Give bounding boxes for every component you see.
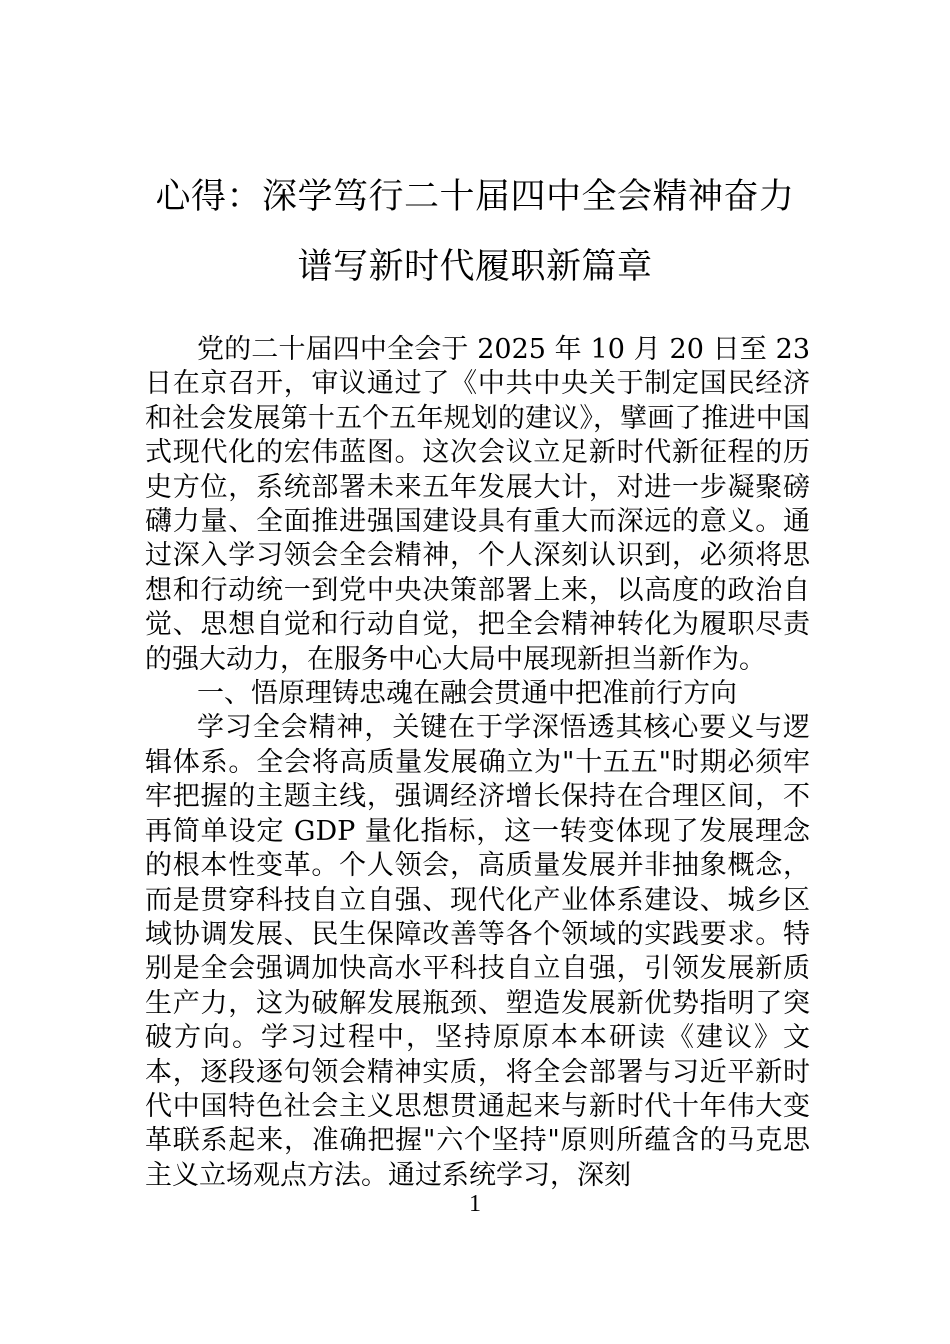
body-paragraph-intro: 党的二十届四中全会于 2025 年 10 月 20 日至 23 日在京召开，审议通过了《中共中央关于制定国民经济和社会发展第十五个五年规划的建议》，擘画了推进中国式现代化的宏伟蓝图。这次会议立足新时代新征程的历史方位，系统部署未来五年发展大计，对进一步凝聚磅礴力量、全面推进强国建设具有重大而深远的意义。通过深入学习领会全会精神，个人深刻认识到，必须将思想和行动统一到党中央决策部署上来，以高度的政治自觉、思想自觉和行动自觉，把全会精神转化为履职尽责的强大动力，在服务中心大局中展现新担当新作为。 <box>145 334 810 675</box>
body-paragraph-section-1: 学习全会精神，关键在于学深悟透其核心要义与逻辑体系。全会将高质量发展确立为"十五五"时期必须牢牢把握的主题主线，强调经济增长保持在合理区间，不再简单设定 GDP 量化指标，这一转变体现了发展理念的根本性变革。个人领会，高质量发展并非抽象概念，而是贯穿科技自立自强、现代化产业体系建设、城乡区域协调发展、民生保障改善等各个领域的实践要求。特别是全会强调加快高水平科技自立自强，引领发展新质生产力，这为破解发展瓶颈、塑造发展新优势指明了突破方向。学习过程中，坚持原原本本研读《建议》文本，逐段逐句领会精神实质，将全会部署与习近平新时代中国特色社会主义思想贯通起来与新时代十年伟大变革联系起来，准确把握"六个坚持"原则所蕴含的马克思主义立场观点方法。通过系统学习，深刻 <box>145 712 810 1191</box>
document-title-line-2: 谱写新时代履职新篇章 <box>297 247 653 287</box>
document-body <box>145 333 810 1193</box>
section-heading-1: 一、悟原理铸忠魂在融会贯通中把准前行方向 <box>197 678 737 710</box>
page-number: 1 <box>469 1191 481 1217</box>
document-title-line-1: 心得：深学笃行二十届四中全会精神奋力 <box>155 177 795 217</box>
